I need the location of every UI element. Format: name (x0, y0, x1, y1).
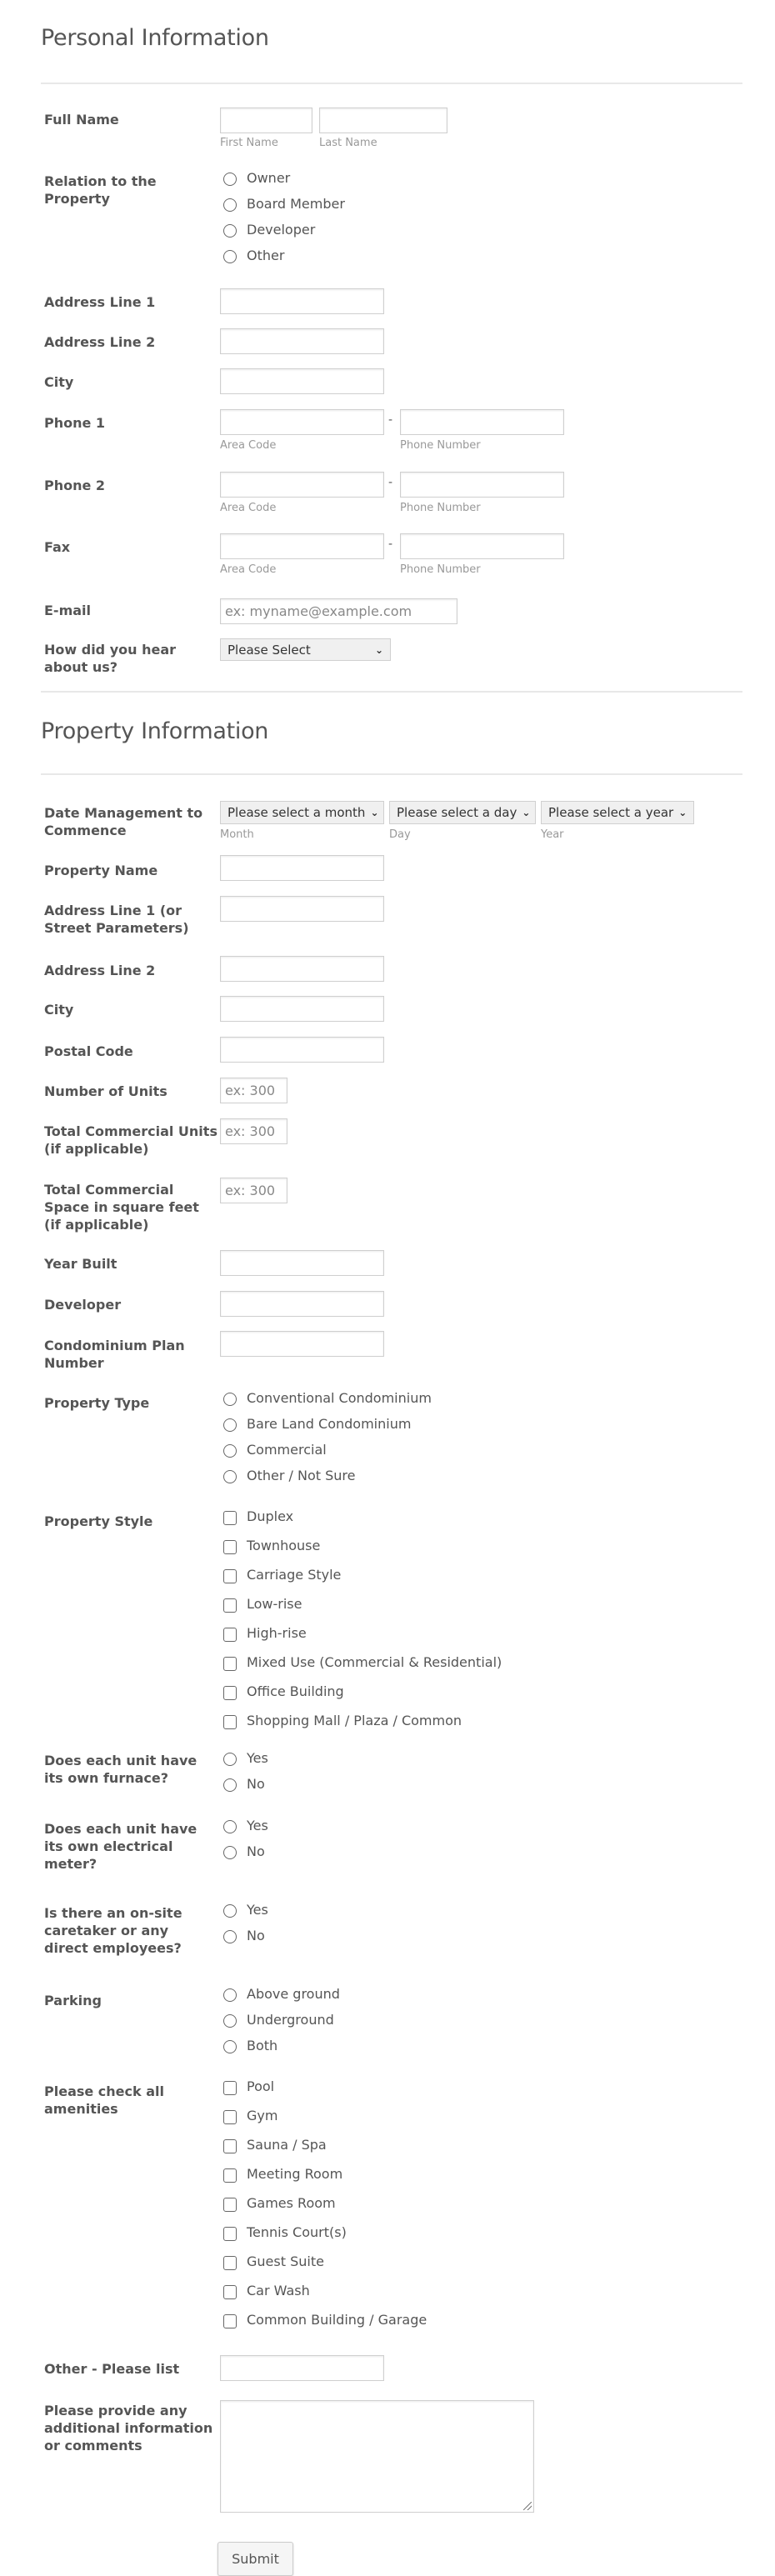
year-sublabel: Year (541, 828, 564, 841)
developer-input[interactable] (220, 1291, 384, 1317)
option-label: No (247, 1843, 265, 1859)
address2-label: Address Line 2 (44, 334, 156, 350)
option-label: Townhouse (247, 1537, 321, 1553)
option-label: Guest Suite (247, 2253, 324, 2269)
amenity-option-meeting-room[interactable] (223, 2165, 342, 2182)
checkbox-icon[interactable] (223, 2285, 237, 2299)
option-label: No (247, 1927, 265, 1943)
units-input[interactable] (220, 1078, 288, 1103)
amenity-option-games-room[interactable] (223, 2194, 336, 2211)
option-label: Underground (247, 2011, 334, 2028)
furnace-option-no[interactable] (223, 1775, 265, 1792)
property-style-label: Property Style (44, 1513, 153, 1529)
first-name-sublabel: First Name (220, 137, 278, 149)
checkbox-icon[interactable] (223, 1686, 237, 1700)
option-label: Bare Land Condominium (247, 1415, 412, 1432)
divider (41, 773, 742, 775)
property-city-label: City (44, 1002, 74, 1018)
option-label: Both (247, 2037, 278, 2053)
chevron-down-icon: ⌄ (370, 807, 379, 818)
checkbox-icon[interactable] (223, 2168, 237, 2183)
checkbox-icon[interactable] (223, 1598, 237, 1613)
divider (41, 691, 742, 693)
option-label: Carriage Style (247, 1566, 342, 1583)
option-label: Above ground (247, 1985, 340, 2002)
submit-button[interactable]: Submit (218, 2542, 293, 2576)
phone1-number-input[interactable] (400, 409, 564, 435)
last-name-sublabel: Last Name (319, 137, 378, 149)
radio-icon[interactable] (223, 173, 237, 186)
year-built-label: Year Built (44, 1256, 118, 1272)
day-select[interactable] (389, 801, 536, 824)
phone-number-sublabel: Phone Number (400, 502, 481, 514)
fax-label: Fax (44, 539, 71, 555)
city-label: City (44, 374, 74, 390)
amenities-label: Please check all amenities (44, 2083, 164, 2117)
style-option-duplex[interactable] (223, 1508, 293, 1524)
meter-option-no[interactable] (223, 1843, 265, 1859)
amenity-option-pool[interactable] (223, 2078, 274, 2094)
option-label: Owner (247, 169, 291, 186)
amenity-option-car-wash[interactable] (223, 2282, 310, 2298)
amenity-option-sauna[interactable] (223, 2136, 327, 2153)
chevron-down-icon: ⌄ (374, 643, 383, 656)
radio-icon[interactable] (223, 1393, 237, 1406)
email-input[interactable] (220, 598, 458, 624)
parking-option-both[interactable] (223, 2037, 278, 2053)
radio-icon[interactable] (223, 198, 237, 212)
option-label: No (247, 1775, 265, 1792)
checkbox-icon[interactable] (223, 2110, 237, 2124)
relation-option-board-member[interactable] (223, 195, 345, 212)
select-value: Please select a day (397, 805, 518, 820)
radio-icon[interactable] (223, 1930, 237, 1943)
chevron-down-icon: ⌄ (522, 807, 531, 818)
option-label: Duplex (247, 1508, 294, 1524)
checkbox-icon[interactable] (223, 1657, 237, 1671)
style-option-low-rise[interactable] (223, 1595, 302, 1612)
checkbox-icon[interactable] (223, 1540, 237, 1554)
phone-number-sublabel: Phone Number (400, 563, 481, 576)
option-label: Mixed Use (Commercial & Residential) (247, 1653, 502, 1670)
radio-icon[interactable] (223, 1846, 237, 1859)
commercial-units-input[interactable] (220, 1118, 288, 1144)
units-label: Number of Units (44, 1083, 168, 1099)
condo-plan-input[interactable] (220, 1331, 384, 1357)
meter-option-yes[interactable] (223, 1817, 268, 1833)
parking-option-underground[interactable] (223, 2011, 334, 2028)
radio-icon[interactable] (223, 1470, 237, 1483)
option-label: Board Member (247, 195, 345, 212)
option-label: Conventional Condominium (247, 1389, 432, 1406)
property-name-label: Property Name (44, 863, 158, 878)
option-label: Games Room (247, 2194, 336, 2211)
type-option-commercial[interactable] (223, 1441, 327, 1458)
fax-area-input[interactable] (220, 533, 384, 559)
option-label: Other (247, 247, 285, 263)
hear-about-select[interactable] (220, 638, 391, 661)
property-address2-input[interactable] (220, 956, 384, 982)
radio-icon[interactable] (223, 1753, 237, 1766)
address1-input[interactable] (220, 288, 384, 314)
relation-option-owner[interactable] (223, 169, 290, 186)
other-input[interactable] (220, 2355, 384, 2381)
radio-icon[interactable] (223, 2014, 237, 2028)
phone2-area-input[interactable] (220, 472, 384, 498)
address1-label: Address Line 1 (44, 294, 156, 310)
style-option-townhouse[interactable] (223, 1537, 320, 1553)
option-label: Commercial (247, 1441, 327, 1458)
option-label: High-rise (247, 1624, 307, 1641)
option-label: Car Wash (247, 2282, 310, 2298)
checkbox-icon[interactable] (223, 2139, 237, 2153)
property-address2-label: Address Line 2 (44, 963, 156, 978)
parking-option-above-ground[interactable] (223, 1985, 340, 2002)
style-option-office[interactable] (223, 1683, 344, 1699)
caretaker-option-yes[interactable] (223, 1901, 268, 1918)
property-name-input[interactable] (220, 855, 384, 881)
phone1-label: Phone 1 (44, 415, 106, 431)
radio-icon[interactable] (223, 2040, 237, 2053)
option-label: Other / Not Sure (247, 1467, 356, 1483)
furnace-option-yes[interactable] (223, 1749, 268, 1766)
relation-option-developer[interactable] (223, 221, 315, 238)
resize-grip-icon[interactable] (523, 2502, 532, 2510)
checkbox-icon[interactable] (223, 2227, 237, 2241)
relation-label: Relation to the Property (44, 173, 157, 207)
area-code-sublabel: Area Code (220, 502, 277, 514)
relation-option-other[interactable] (223, 247, 284, 263)
checkbox-icon[interactable] (223, 2256, 237, 2270)
amenity-option-common-building[interactable] (223, 2311, 427, 2328)
commercial-space-label: Total Commercial Space in square feet (if applicable) (44, 1182, 199, 1233)
style-option-carriage[interactable] (223, 1566, 341, 1583)
option-label: Common Building / Garage (247, 2311, 428, 2328)
option-label: Yes (247, 1901, 268, 1918)
year-built-input[interactable] (220, 1250, 384, 1276)
meter-label: Does each unit have its own electrical meter? (44, 1821, 198, 1872)
option-label: Meeting Room (247, 2165, 343, 2182)
amenity-option-gym[interactable] (223, 2107, 278, 2123)
date-label: Date Management to Commence (44, 805, 203, 838)
radio-icon[interactable] (223, 1820, 237, 1833)
select-value: Please select a year (548, 805, 674, 820)
style-option-mixed-use[interactable] (223, 1653, 502, 1670)
chevron-down-icon: ⌄ (678, 807, 688, 818)
option-label: Developer (247, 221, 316, 238)
city-input[interactable] (220, 368, 384, 394)
property-address1-input[interactable] (220, 896, 384, 922)
style-option-high-rise[interactable] (223, 1624, 307, 1641)
amenity-option-guest-suite[interactable] (223, 2253, 324, 2269)
last-name-input[interactable] (319, 108, 448, 133)
phone2-label: Phone 2 (44, 478, 106, 493)
other-label: Other - Please list (44, 2361, 180, 2377)
fax-number-input[interactable] (400, 533, 564, 559)
style-option-shopping-mall[interactable] (223, 1712, 462, 1728)
commercial-units-label: Total Commercial Units (if applicable) (44, 1123, 218, 1157)
condo-plan-label: Condominium Plan Number (44, 1338, 185, 1371)
radio-icon[interactable] (223, 1444, 237, 1458)
option-label: Office Building (247, 1683, 344, 1699)
phone-number-sublabel: Phone Number (400, 439, 481, 452)
checkbox-icon[interactable] (223, 1715, 237, 1729)
postal-code-input[interactable] (220, 1037, 384, 1063)
amenity-option-tennis[interactable] (223, 2223, 347, 2240)
radio-icon[interactable] (223, 224, 237, 238)
checkbox-icon[interactable] (223, 2314, 237, 2328)
caretaker-option-no[interactable] (223, 1927, 265, 1943)
caretaker-label: Is there an on-site caretaker or any direct employees? (44, 1905, 182, 1956)
type-option-other[interactable] (223, 1467, 355, 1483)
phone2-number-input[interactable] (400, 472, 564, 498)
furnace-label: Does each unit have its own furnace? (44, 1753, 198, 1786)
option-label: Yes (247, 1749, 268, 1766)
radio-icon[interactable] (223, 1904, 237, 1918)
radio-icon[interactable] (223, 1418, 237, 1432)
checkbox-icon[interactable] (223, 2081, 237, 2095)
property-address1-label: Address Line 1 (or Street Parameters) (44, 903, 189, 936)
property-city-input[interactable] (220, 996, 384, 1022)
parking-label: Parking (44, 1993, 102, 2008)
month-select[interactable] (220, 801, 384, 824)
comments-label: Please provide any additional information or comments (44, 2403, 213, 2453)
option-label: Yes (247, 1817, 268, 1833)
select-value: Please select a month (228, 805, 366, 820)
dash: - (388, 413, 393, 427)
radio-icon[interactable] (223, 1778, 237, 1792)
section-heading-personal: Personal Information (41, 25, 269, 51)
email-label: E-mail (44, 603, 92, 618)
comments-textarea[interactable] (220, 2400, 534, 2513)
dash: - (388, 538, 393, 551)
hear-label: How did you hear about us? (44, 642, 177, 675)
dash: - (388, 476, 393, 489)
day-sublabel: Day (389, 828, 411, 841)
area-code-sublabel: Area Code (220, 563, 277, 576)
section-heading-property: Property Information (41, 718, 269, 744)
radio-icon[interactable] (223, 1988, 237, 2002)
option-label: Gym (247, 2107, 278, 2123)
developer-label: Developer (44, 1297, 122, 1313)
checkbox-icon[interactable] (223, 1569, 237, 1583)
property-type-label: Property Type (44, 1395, 150, 1411)
type-option-conventional[interactable] (223, 1389, 432, 1406)
phone1-area-input[interactable] (220, 409, 384, 435)
checkbox-icon[interactable] (223, 1511, 237, 1525)
year-select[interactable] (541, 801, 694, 824)
option-label: Pool (247, 2078, 275, 2094)
option-label: Sauna / Spa (247, 2136, 327, 2153)
address2-input[interactable] (220, 328, 384, 354)
checkbox-icon[interactable] (223, 2198, 237, 2212)
full-name-label: Full Name (44, 112, 119, 128)
checkbox-icon[interactable] (223, 1628, 237, 1642)
select-value: Please Select (228, 642, 311, 658)
area-code-sublabel: Area Code (220, 439, 277, 452)
month-sublabel: Month (220, 828, 254, 841)
divider (41, 83, 742, 84)
option-label: Low-rise (247, 1595, 302, 1612)
postal-code-label: Postal Code (44, 1043, 133, 1059)
type-option-bare-land[interactable] (223, 1415, 411, 1432)
first-name-input[interactable] (220, 108, 312, 133)
radio-icon[interactable] (223, 250, 237, 263)
option-label: Shopping Mall / Plaza / Common (247, 1712, 462, 1728)
commercial-space-input[interactable] (220, 1178, 288, 1203)
option-label: Tennis Court(s) (247, 2223, 347, 2240)
